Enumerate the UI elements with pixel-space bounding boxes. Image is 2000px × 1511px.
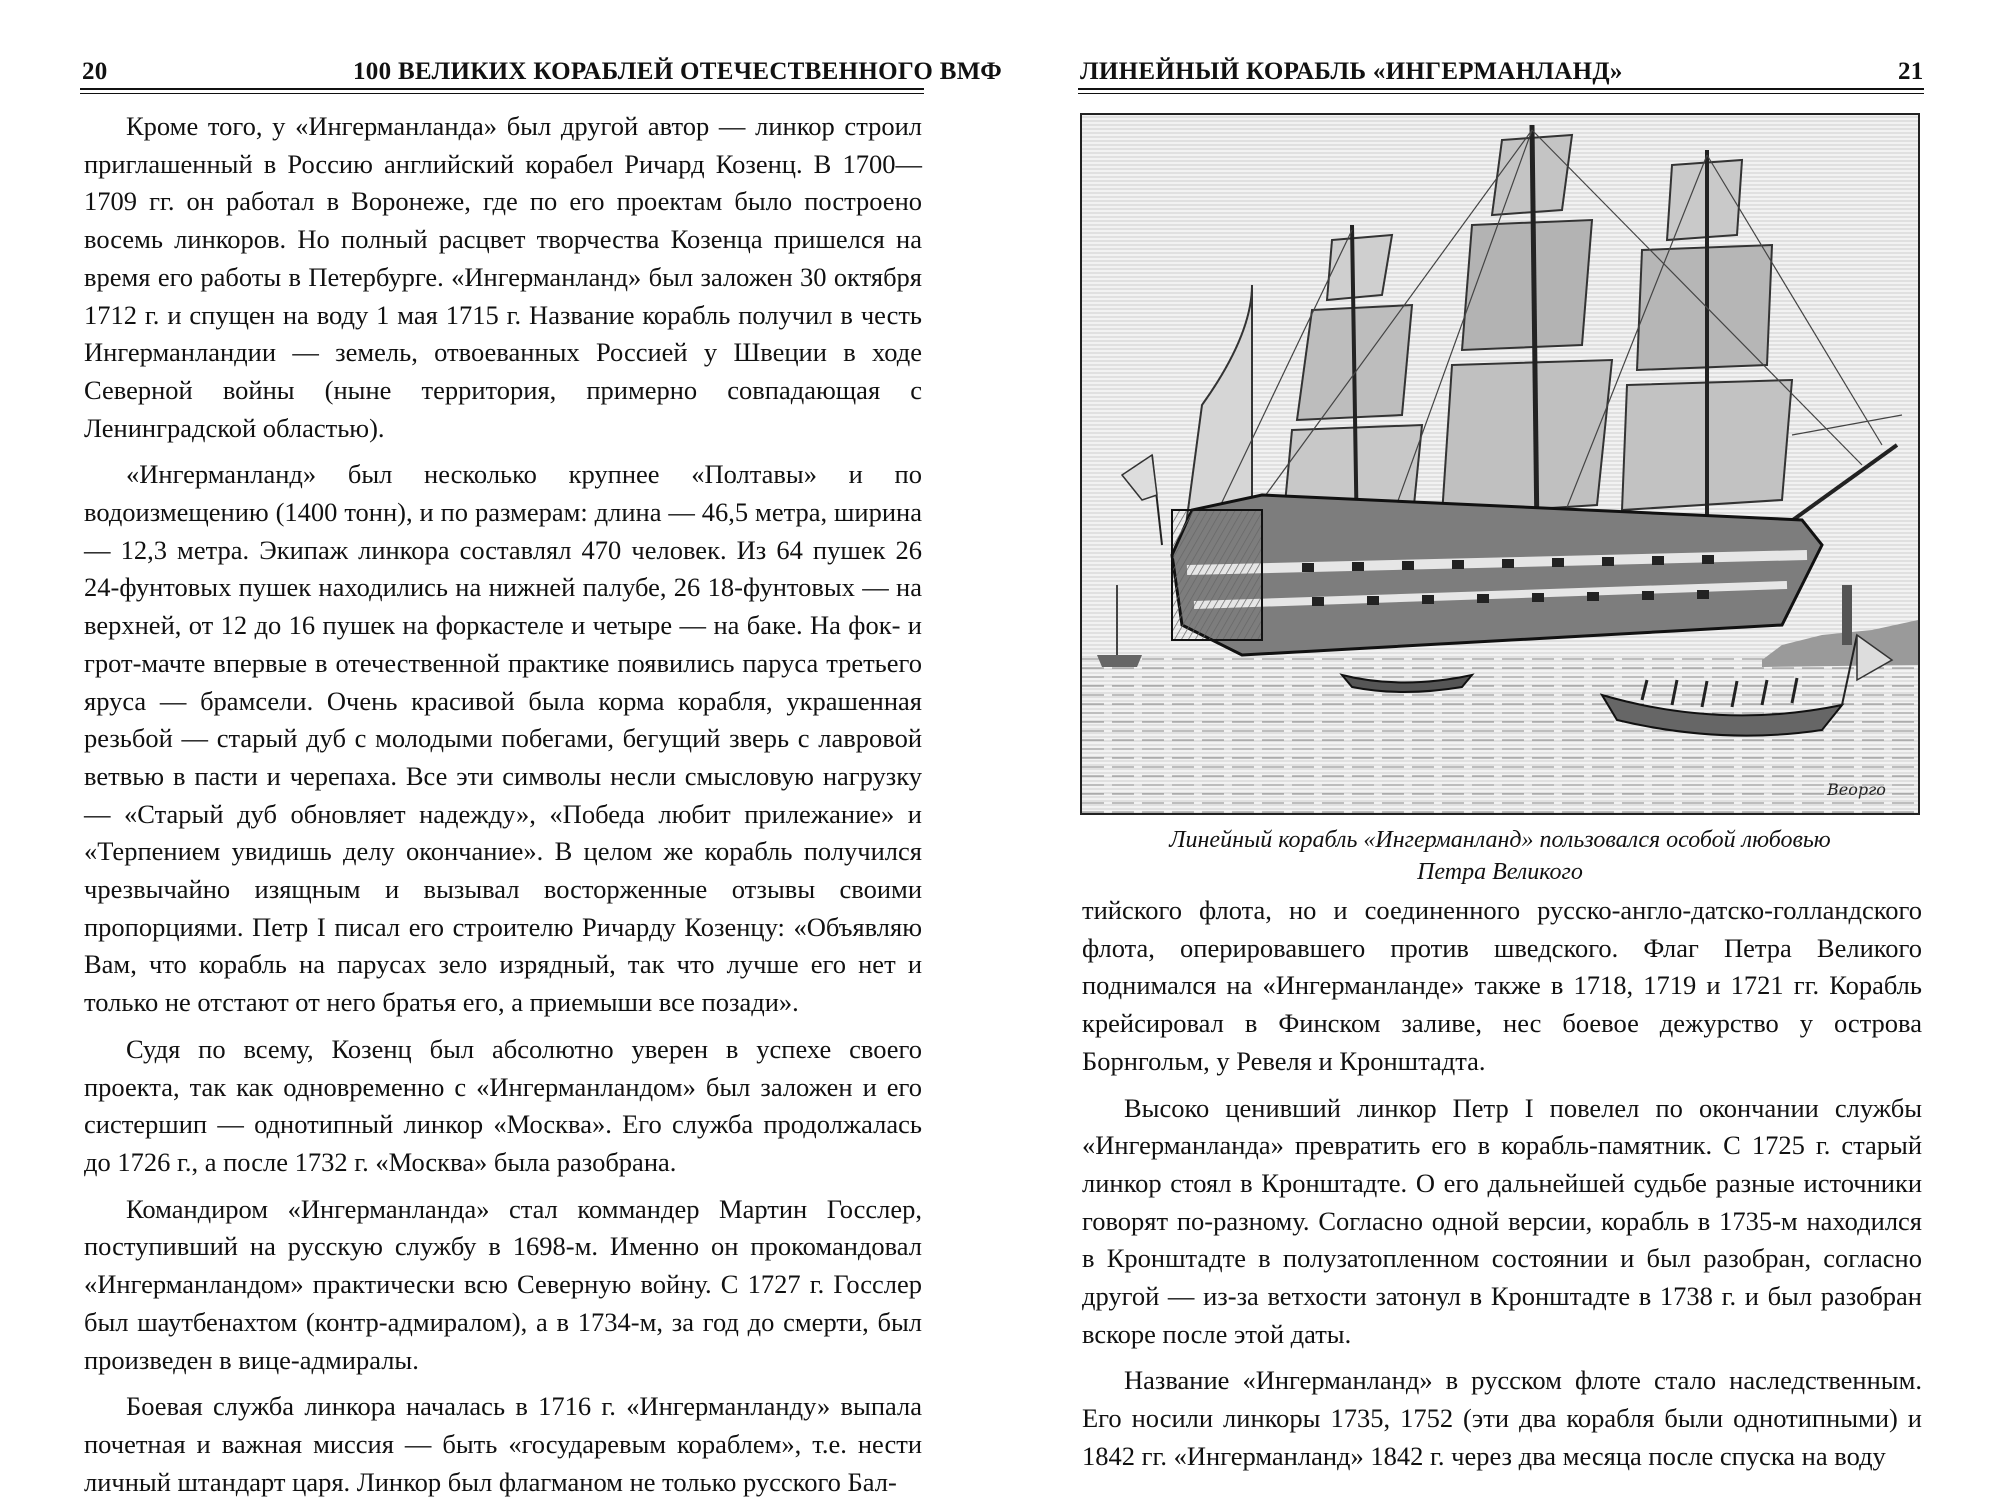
- header-rule-thick: [80, 88, 924, 90]
- paragraph: Высоко ценивший линкор Петр I повелел по окончании службы «Ингерманланда» превратить его в корабль-памятник. С 1725 г. старый линкор стоял в Кронштадте. О его дальнейшей судьбе разные источники говорят по-разному. Согласно одной версии, корабль в 1735-м находился в Кронштадте в полузатопленном состоянии и был разобран, согласно другой — из-за ветхости затонул в Кронштадте в 1738 г. и был разобран вскоре после этой даты.: [1082, 1092, 1922, 1349]
- paragraph-continued: тийского флота, но и соединенного русско-англо-датско-голландского флота, оперировавшего против шведского. Флаг Петра Великого поднимался на «Ингерманланде» также в 1718, 1719 и 1721 гг. Корабль крейсировал в Финском заливе, нес боевое дежурство у острова Борнгольм, у Ревеля и Кронштадта.: [1082, 895, 1922, 1076]
- right-body-text: [1082, 892, 1922, 1485]
- paragraph: Боевая служба линкора началась в 1716 г. «Ингерманланду» выпала почетная и важная миссия — быть «государевым кораблем», т.е. нести личный штандарт царя. Линкор был флагманом не только русского Бал-: [84, 1391, 922, 1497]
- running-head-right: ЛИНЕЙНЫЙ КОРАБЛЬ «ИНГЕРМАНЛАНД»: [1080, 58, 1623, 85]
- ship-engraving-image: [1082, 115, 1918, 813]
- paragraph: Судя по всему, Козенц был абсолютно уверен в успехе своего проекта, так как одновременно с «Ингерманландом» был заложен и его систершип — однотипный линкор «Москва». Его служба продолжалась до 1726 г., а после 1732 г. «Москва» была разобрана.: [84, 1033, 922, 1177]
- caption-line-1: Линейный корабль «Ингерманланд» пользовался особой любовью: [1169, 827, 1831, 853]
- paragraph: Название «Ингерманланд» в русском флоте стало наследственным. Его носили линкоры 1735, 1752 (эти два корабля были однотипными) и 1842 гг. «Ингерманланд» 1842 г. через два месяца после спуска на воду: [1082, 1365, 1922, 1471]
- paragraph: Командиром «Ингерманланда» стал коммандер Мартин Госслер, поступивший на русскую службу в 1698-м. Именно он прокомандовал «Ингерманландом» практически всю Северную войну. С 1727 г. Госслер был шаутбенахтом (контр-адмиралом), а в 1734-м, за год до смерти, был произведен в вице-адмиралы.: [84, 1193, 922, 1375]
- page-number-left: 20: [82, 58, 108, 85]
- running-head-left: 100 ВЕЛИКИХ КОРАБЛЕЙ ОТЕЧЕСТВЕННОГО ВМФ: [353, 58, 1003, 85]
- header-rule-thin: [80, 93, 924, 94]
- header-rule-thick: [1078, 88, 1924, 90]
- engraver-signature: Веорго: [1827, 780, 1886, 799]
- header-rule-thin: [1078, 93, 1924, 94]
- paragraph: «Ингерманланд» был несколько крупнее «Полтавы» и по водоизмещению (1400 тонн), и по размерам: длина — 46,5 метра, ширина — 12,3 метра. Экипаж линкора составлял 470 человек. Из 64 пушек 26 24-фунтовых пушек находились на нижней палубе, 26 18-фунтовых — на верхней, от 12 до 16 пушек на форкастеле и четыре — на баке. На фок- и грот-мачте впервые в отечественной практике появились паруса третьего яруса — брамсели. Очень красивой была корма корабля, украшенная резьбой — старый дуб с молодыми побегами, бегущий зверь с лавровой ветвью в пасти и черепаха. Все эти символы несли смысловую нагрузку — «Старый дуб обновляет надежду», «Победа любит прилежание» и «Терпением увидишь делу окончание». В целом же корабль получился чрезвычайно изящным и вызывал восторженные отзывы своими пропорциями. Петр I писал его строителю Ричарду Козенцу: «Объявляю Вам, что корабль на парусах зело изрядный, так что лучше его нет и только не отстают от него братья его, а приемыши все позади».: [84, 459, 922, 1018]
- left-body-text: [84, 108, 922, 1510]
- paragraph: Кроме того, у «Ингерманланда» был другой автор — линкор строил приглашенный в Россию английский корабел Ричард Козенц. В 1700—1709 гг. он работал в Воронеже, где по его проектам было построено восемь линкоров. Но полный расцвет творчества Козенца пришелся на время его работы в Петербурге. «Ингерманланд» был заложен 30 октября 1712 г. и спущен на воду 1 мая 1715 г. Название корабль получил в честь Ингерманландии — земель, отвоеванных Россией у Швеции в ходе Северной войны (ныне территория, примерно совпадающая с Ленинградской областью).: [84, 111, 922, 443]
- ship-illustration: [1080, 113, 1920, 815]
- caption-line-2: Петра Великого: [1417, 859, 1583, 885]
- figure-caption: [1060, 824, 1940, 888]
- right-page: [1000, 0, 2000, 1511]
- page-number-right: 21: [1898, 58, 1924, 85]
